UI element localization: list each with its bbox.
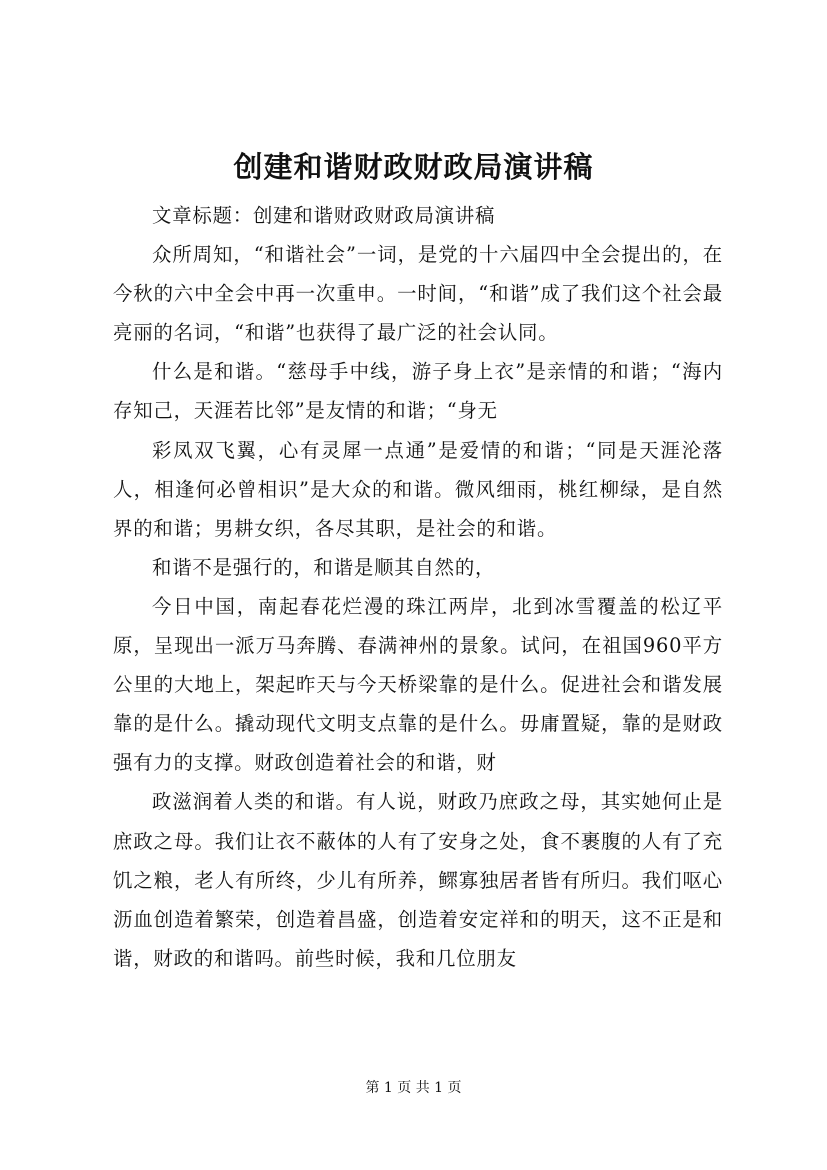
paragraph: 彩凤双飞翼，心有灵犀一点通”是爱情的和谐；“同是天涯沦落人，相逢何必曾相识”是大众的和谐。微风细雨，桃红柳绿，是自然界的和谐；男耕女织，各尽其职，是社会的和谐。 xyxy=(113,438,723,540)
document-title: 创建和谐财政财政局演讲稿 xyxy=(233,150,594,184)
paragraph: 今日中国，南起春花烂漫的珠江两岸，北到冰雪覆盖的松辽平原，呈现出一派万马奔腾、春满神州的景象。试问，在祖国960平方公里的大地上，架起昨天与今天桥梁靠的是什么。促进社会和谐发展靠的是什么。撬动现代文明支点靠的是什么。毋庸置疑，靠的是财政强有力的支撑。财政创造着社会的和谐，财 xyxy=(113,594,723,775)
paragraph: 政滋润着人类的和谐。有人说，财政乃庶政之母，其实她何止是庶政之母。我们让衣不蔽体的人有了安身之处，食不裹腹的人有了充饥之粮，老人有所终，少儿有所养，鳏寡独居者皆有所归。我们呕心沥血创造着繁荣，创造着昌盛，创造着安定祥和的明天，这不正是和谐，财政的和谐吗。前些时候，我和几位朋友 xyxy=(113,790,723,970)
paragraph: 什么是和谐。“慈母手中线，游子身上衣”是亲情的和谐；“海内存知己，天涯若比邻”是友情的和谐；“身无 xyxy=(113,360,723,423)
article-heading-line: 文章标题：创建和谐财政财政局演讲稿 xyxy=(152,204,496,227)
paragraph: 众所周知，“和谐社会”一词，是党的十六届四中全会提出的，在今秋的六中全会中再一次重申。一时间，“和谐”成了我们这个社会最亮丽的名词，“和谐”也获得了最广泛的社会认同。 xyxy=(113,243,723,345)
paragraph: 和谐不是强行的，和谐是顺其自然的， xyxy=(152,555,496,579)
page-number-footer: 第 1 页 共 1 页 xyxy=(365,1080,462,1096)
document-body xyxy=(113,196,723,978)
